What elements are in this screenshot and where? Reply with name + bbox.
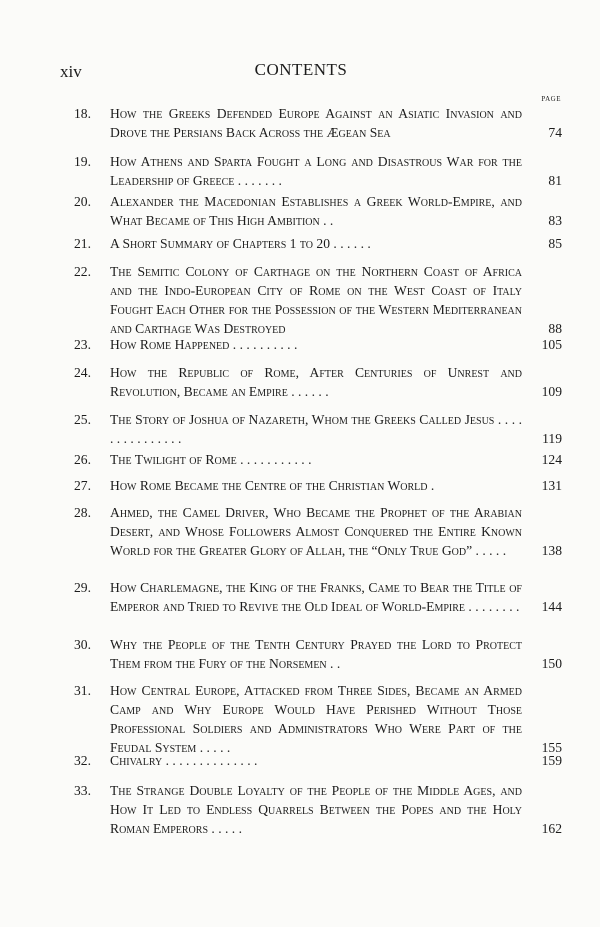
chapter-title-text: A Short Summary of Chapters 1 to 20: [110, 236, 331, 251]
chapter-title: [110, 681, 522, 757]
chapter-title-text: How Central Europe, Attacked from Three Sides, Became an Armed Camp and Why Europe Would Have Perished Without Those Professional Soldiers and Administrators Who Were Part of the Feudal System: [110, 683, 522, 755]
page-header: [60, 60, 542, 84]
dot-leader: . . . . .: [472, 543, 507, 558]
chapter-page: 83: [548, 213, 562, 228]
toc-entry: [74, 192, 562, 230]
dot-leader: . . . . .: [196, 740, 231, 755]
toc-entry: [74, 104, 562, 142]
dot-leader: . . . . . . . . . . .: [236, 452, 312, 467]
chapter-number: 20.: [74, 194, 91, 209]
dot-leader: . .: [326, 656, 341, 671]
chapter-title-text: Chivalry: [110, 753, 163, 768]
chapter-title-text: How Athens and Sparta Fought a Long and Disastrous War for the Leadership of Greece: [110, 154, 522, 188]
chapter-page: 144: [541, 599, 562, 614]
toc-entry: [74, 635, 562, 673]
chapter-page: 85: [548, 236, 562, 251]
dot-leader: .: [427, 478, 435, 493]
chapter-number: 29.: [74, 580, 91, 595]
chapter-title-text: How the Greeks Defended Europe Against an Asiatic Invasion and Drove the Persians Back Across the Ægean Sea: [110, 106, 522, 140]
chapter-title: [110, 152, 522, 190]
chapter-number: 32.: [74, 753, 91, 768]
chapter-number: 31.: [74, 683, 91, 698]
chapter-title-text: How Rome Became the Centre of the Christian World: [110, 478, 428, 493]
toc-entry: [74, 363, 562, 401]
chapter-number: 27.: [74, 478, 91, 493]
dot-leader: . . . . . .: [287, 384, 329, 399]
chapter-number: 24.: [74, 365, 91, 380]
chapter-title: [110, 503, 522, 560]
chapter-title: [110, 476, 522, 495]
toc-entry: [74, 152, 562, 190]
chapter-title: [110, 578, 522, 616]
chapter-page: 159: [541, 753, 562, 768]
chapter-title: [110, 781, 522, 838]
chapter-page: 88: [548, 321, 562, 336]
toc-entry: [74, 751, 562, 770]
chapter-title: [110, 262, 522, 338]
dot-leader: . . . . .: [208, 821, 242, 836]
chapter-title-text: How the Republic of Rome, After Centuries of Unrest and Revolution, Became an Empire: [110, 365, 522, 399]
chapter-title: [110, 363, 522, 401]
dot-leader: . . . . . .: [330, 236, 371, 251]
toc-entry: [74, 335, 562, 354]
toc-entry: [74, 681, 562, 757]
chapter-title: [110, 335, 522, 354]
chapter-title: [110, 450, 522, 469]
chapter-page: 155: [541, 740, 562, 755]
chapter-title: [110, 104, 522, 142]
chapter-title-text: Ahmed, the Camel Driver, Who Became the Prophet of the Arabian Desert, and Whose Followers Almost Conquered the Entire Known World for the Greater Glory of Allah, the “Only True God”: [110, 505, 522, 558]
chapter-number: 21.: [74, 236, 91, 251]
chapter-page: 150: [541, 656, 562, 671]
page-column-label: PAGE: [541, 95, 561, 103]
chapter-number: 28.: [74, 505, 91, 520]
chapter-title: [110, 635, 522, 673]
chapter-title-text: Why the People of the Tenth Century Prayed the Lord to Protect Them from the Fury of the Norsemen: [110, 637, 522, 671]
toc-entry: [74, 450, 562, 469]
chapter-page: 105: [541, 337, 562, 352]
page-number: xiv: [60, 62, 82, 81]
toc-entry: [74, 410, 562, 448]
dot-leader: . .: [319, 213, 334, 228]
dot-leader: . . . . . . . . . . . . . . .: [110, 412, 522, 446]
toc-entry: [74, 262, 562, 338]
dot-leader: . . . . . . . .: [465, 599, 520, 614]
chapter-number: 25.: [74, 412, 91, 427]
chapter-page: 109: [541, 384, 562, 399]
chapter-page: 74: [548, 125, 562, 140]
chapter-title-text: The Strange Double Loyalty of the People of the Middle Ages, and How It Led to Endless Quarrels Between the Popes and the Holy Roman Emperors: [110, 783, 522, 836]
dot-leader: . . . . . . . . . .: [229, 337, 298, 352]
toc-entry: [74, 234, 562, 253]
chapter-title: [110, 751, 522, 770]
chapter-page: 81: [548, 173, 562, 188]
chapter-number: 30.: [74, 637, 91, 652]
chapter-title: [110, 234, 522, 253]
chapter-page: 162: [541, 821, 562, 836]
chapter-title-text: How Charlemagne, the King of the Franks, Came to Bear the Title of Emperor and Tried to Revive the Old Ideal of World-Empire: [110, 580, 522, 614]
chapter-title-text: The Twilight of Rome: [110, 452, 237, 467]
chapter-page: 124: [541, 452, 562, 467]
toc-entry: [74, 578, 562, 616]
chapter-number: 19.: [74, 154, 91, 169]
page-title: CONTENTS: [254, 60, 348, 79]
chapter-title: [110, 410, 522, 448]
chapter-title-text: The Semitic Colony of Carthage on the Northern Coast of Africa and the Indo-European City of Rome on the West Coast of Italy Fought Each Other for the Possession of the Western Mediterranean and Carthage Was Destroyed: [110, 264, 522, 336]
chapter-title-text: Alexander the Macedonian Establishes a Greek World-Empire, and What Became of This High Ambition: [110, 194, 522, 228]
chapter-page: 119: [542, 431, 562, 446]
chapter-number: 18.: [74, 106, 91, 121]
chapter-number: 33.: [74, 783, 91, 798]
dot-leader: . . . . . . .: [234, 173, 282, 188]
chapter-title-text: How Rome Happened: [110, 337, 230, 352]
toc-entry: [74, 503, 562, 560]
toc-entry: [74, 781, 562, 838]
dot-leader: . . . . . . . . . . . . . .: [162, 753, 258, 768]
chapter-page: 131: [541, 478, 562, 493]
chapter-title: [110, 192, 522, 230]
chapter-number: 26.: [74, 452, 91, 467]
toc-entry: [74, 476, 562, 495]
chapter-number: 23.: [74, 337, 91, 352]
chapter-title-text: The Story of Joshua of Nazareth, Whom the Greeks Called Jesus: [110, 412, 495, 427]
chapter-page: 138: [541, 543, 562, 558]
chapter-number: 22.: [74, 264, 91, 279]
